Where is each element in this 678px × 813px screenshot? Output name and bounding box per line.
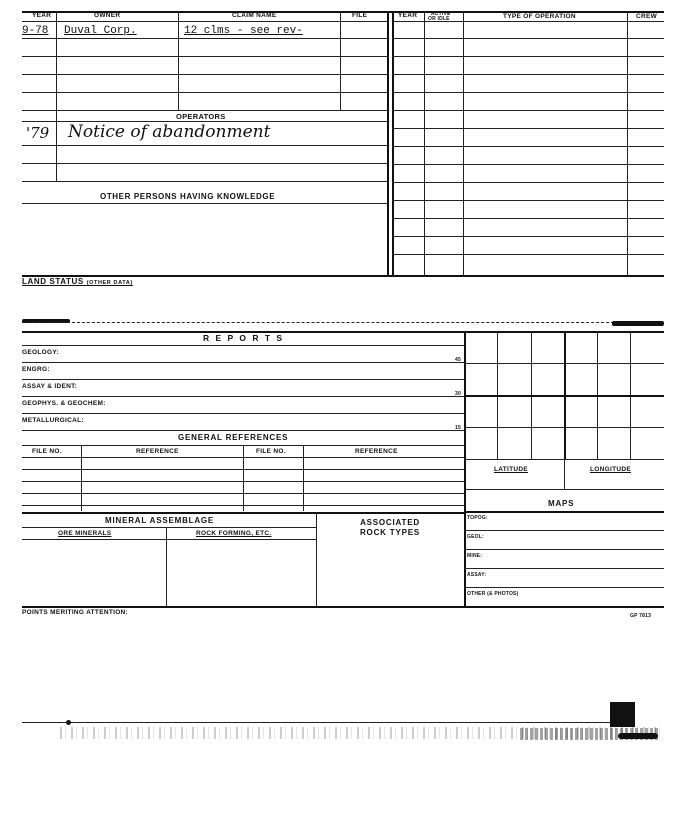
mineral-assemblage-title: MINERAL ASSEMBLAGE xyxy=(105,516,215,525)
entry-claim-name: 12 clms - see rev- xyxy=(184,25,303,37)
assoc-rock-types-1: ASSOCIATED xyxy=(360,518,420,527)
general-references-title: GENERAL REFERENCES xyxy=(178,433,289,442)
report-margin-15: 15 xyxy=(455,425,461,431)
maps-title: MAPS xyxy=(548,499,575,508)
land-status-label: LAND STATUS xyxy=(22,277,84,286)
header-file: FILE xyxy=(352,12,368,19)
points-meriting-title: POINTS MERITING ATTENTION: xyxy=(22,609,129,616)
report-geophys: GEOPHYS. & GEOCHEM: xyxy=(22,400,106,407)
other-persons-title: OTHER PERSONS HAVING KNOWLEDGE xyxy=(100,192,276,201)
report-geology: GEOLOGY: xyxy=(22,349,59,356)
maps-mine: MINE: xyxy=(467,553,483,559)
report-engrg: ENGRG: xyxy=(22,366,50,373)
maps-geol: GEOL: xyxy=(467,534,484,540)
form-number: GP 7813 xyxy=(630,613,652,619)
mineral-col-ore: ORE MINERALS xyxy=(58,530,112,537)
header-crew: CREW xyxy=(636,13,658,20)
header-owner: OWNER xyxy=(94,12,121,19)
maps-assay: ASSAY: xyxy=(467,572,487,578)
header-year: YEAR xyxy=(32,12,52,19)
genref-col-reference: REFERENCE xyxy=(136,448,179,455)
land-status-title xyxy=(22,277,133,286)
maps-other: OTHER (& PHOTOS) xyxy=(467,591,519,597)
longitude-label: LONGITUDE xyxy=(590,466,631,473)
report-margin-45: 45 xyxy=(455,357,461,363)
genref-col-file-no: FILE NO. xyxy=(32,448,62,455)
header-active-1: ACTIVE xyxy=(431,11,451,17)
assoc-rock-types-2: ROCK TYPES xyxy=(359,528,420,537)
punch-dot xyxy=(66,720,71,725)
registration-mark xyxy=(610,702,635,727)
genref-col-reference-2: REFERENCE xyxy=(355,448,398,455)
mineral-col-rock: ROCK FORMING, ETC. xyxy=(196,530,272,537)
report-assay: ASSAY & IDENT: xyxy=(22,383,78,390)
operators-handwritten-year: '79 xyxy=(26,124,50,142)
header-year-2: YEAR xyxy=(398,12,418,19)
header-active-2: OR IDLE xyxy=(428,16,450,22)
entry-owner: Duval Corp. xyxy=(64,25,137,37)
operators-handwritten-note: Notice of abandonment xyxy=(68,122,271,142)
maps-topog: TOPOG: xyxy=(467,515,488,521)
reports-title: R E P O R T S xyxy=(203,333,285,343)
report-margin-30: 30 xyxy=(455,391,461,397)
entry-year: 9-78 xyxy=(22,25,49,37)
header-type-operation: TYPE OF OPERATION xyxy=(503,13,576,20)
land-status-subtitle: (OTHER DATA) xyxy=(86,280,133,286)
genref-col-file-no-2: FILE NO. xyxy=(256,448,286,455)
operators-title: OPERATORS xyxy=(176,112,226,121)
report-metallurgical: METALLURGICAL: xyxy=(22,417,84,424)
latitude-label: LATITUDE xyxy=(494,466,529,473)
header-claim-name: CLAIM NAME xyxy=(232,12,277,19)
